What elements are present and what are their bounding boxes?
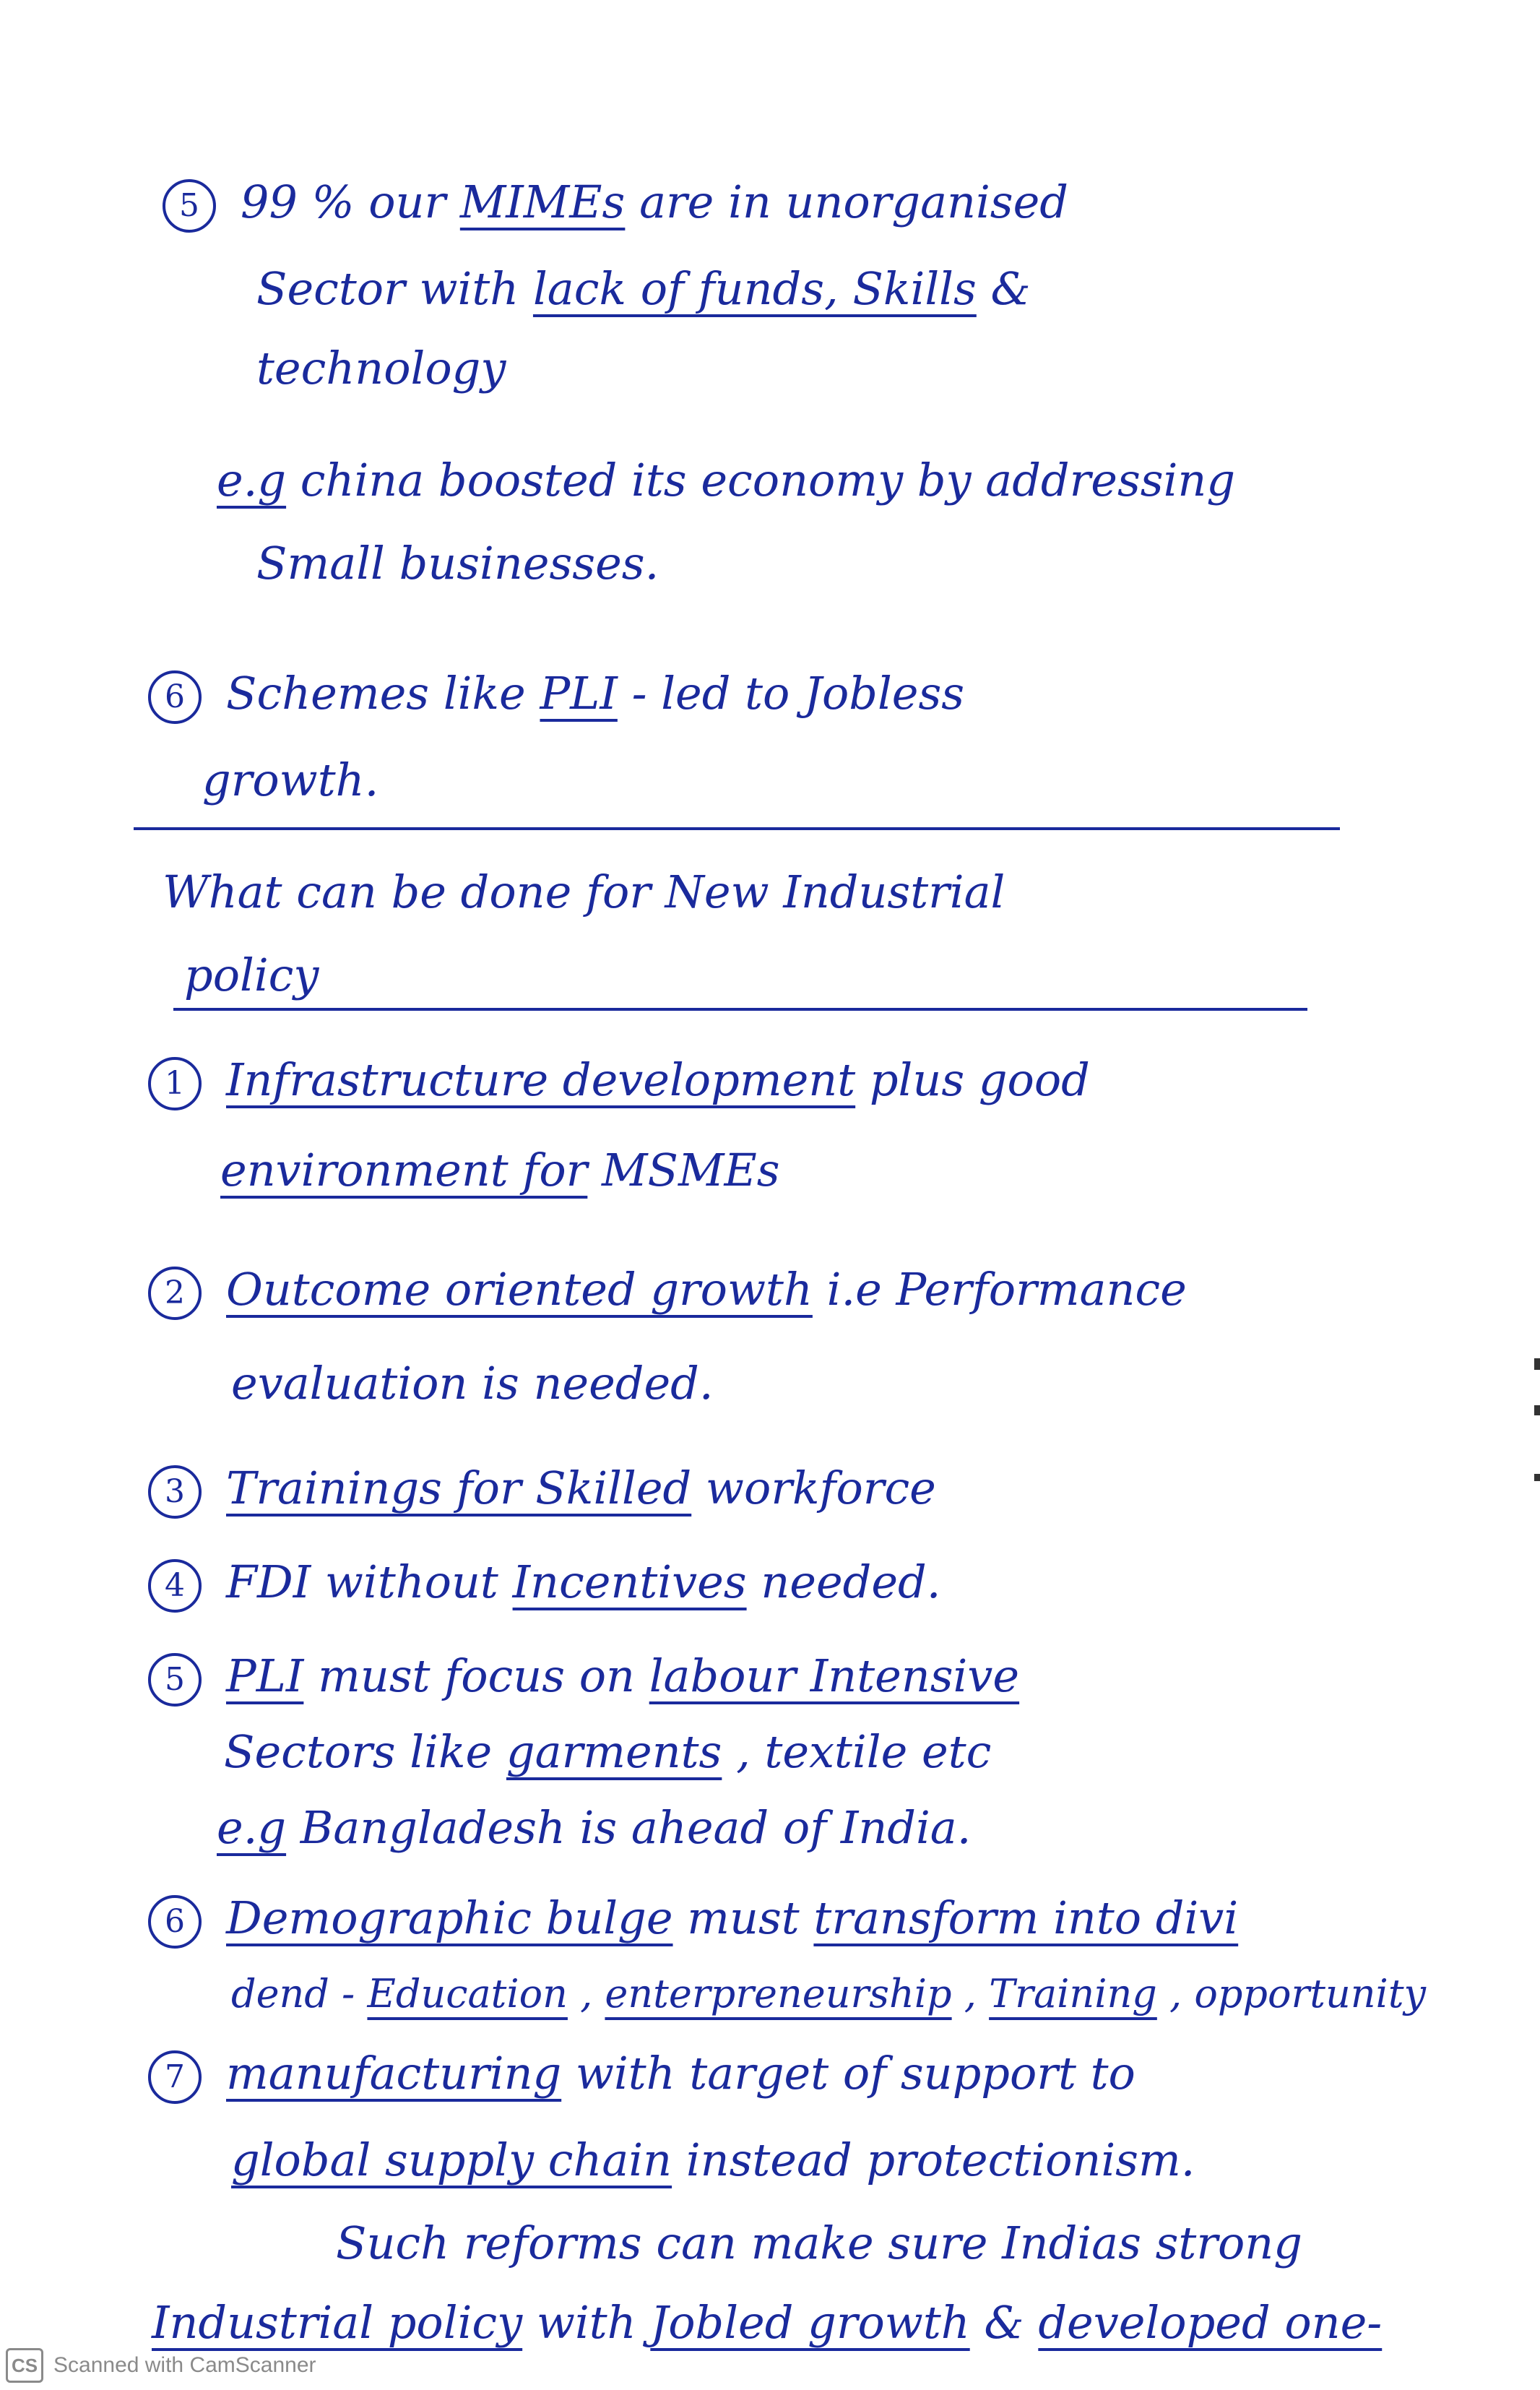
item-number: 3 bbox=[148, 1465, 202, 1519]
text-line: environment for MSMEs bbox=[220, 1144, 780, 1196]
text-line: e.g Bangladesh is ahead of India. bbox=[217, 1801, 972, 1854]
text-line: evaluation is needed. bbox=[231, 1357, 714, 1410]
edge-mark bbox=[1534, 1358, 1540, 1370]
item-number: 2 bbox=[148, 1267, 202, 1320]
text-line: e.g china boosted its economy by addressing bbox=[217, 454, 1236, 506]
divider bbox=[173, 1008, 1307, 1011]
conclusion-line: Industrial policy with Jobled growth & developed one- bbox=[152, 2296, 1383, 2349]
item-number: 5 bbox=[163, 179, 216, 233]
scanner-watermark bbox=[6, 2348, 316, 2383]
edge-mark bbox=[1534, 1474, 1540, 1481]
section-heading: What can be done for New Industrial bbox=[163, 866, 1005, 918]
item-number: 5 bbox=[148, 1653, 202, 1707]
item-number: 6 bbox=[148, 1895, 202, 1949]
item-number: 7 bbox=[148, 2050, 202, 2104]
text-line: Small businesses. bbox=[256, 537, 659, 590]
conclusion-line: Such reforms can make sure Indias strong bbox=[336, 2217, 1302, 2269]
text-line: 5 PLI must focus on labour Intensive bbox=[148, 1647, 1019, 1707]
item-number: 6 bbox=[148, 670, 202, 724]
watermark-text: Scanned with CamScanner bbox=[53, 2353, 316, 2377]
text-line: 7 manufacturing with target of support to bbox=[148, 2045, 1135, 2104]
divider bbox=[134, 827, 1340, 830]
item-number: 1 bbox=[148, 1057, 202, 1110]
section-heading: policy bbox=[184, 949, 319, 1001]
item-number: 4 bbox=[148, 1559, 202, 1613]
text-line: 6 Schemes like PLI - led to Jobless bbox=[148, 665, 964, 724]
text-line: Sector with lack of funds, Skills & bbox=[256, 262, 1031, 315]
text-line: 1 Infrastructure development plus good bbox=[148, 1051, 1090, 1110]
text-line: global supply chain instead protectionism. bbox=[231, 2134, 1195, 2186]
text-line: 2 Outcome oriented growth i.e Performance bbox=[148, 1261, 1187, 1320]
edge-mark bbox=[1534, 1405, 1540, 1415]
text-line: 3 Trainings for Skilled workforce bbox=[148, 1459, 936, 1519]
camscanner-logo-icon: CS bbox=[6, 2348, 43, 2383]
text-line: 6 Demographic bulge must transform into divi bbox=[148, 1889, 1238, 1949]
text-line: Sectors like garments , textile etc bbox=[224, 1725, 992, 1778]
text-line: 4 FDI without Incentives needed. bbox=[148, 1553, 940, 1613]
text-line: dend - Education , enterpreneurship , Training , opportunity bbox=[231, 1971, 1427, 2016]
text-line: growth. bbox=[202, 754, 379, 806]
text-line: technology bbox=[256, 342, 506, 394]
text-line: 5 99 % our MIMEs are in unorganised bbox=[163, 173, 1068, 233]
